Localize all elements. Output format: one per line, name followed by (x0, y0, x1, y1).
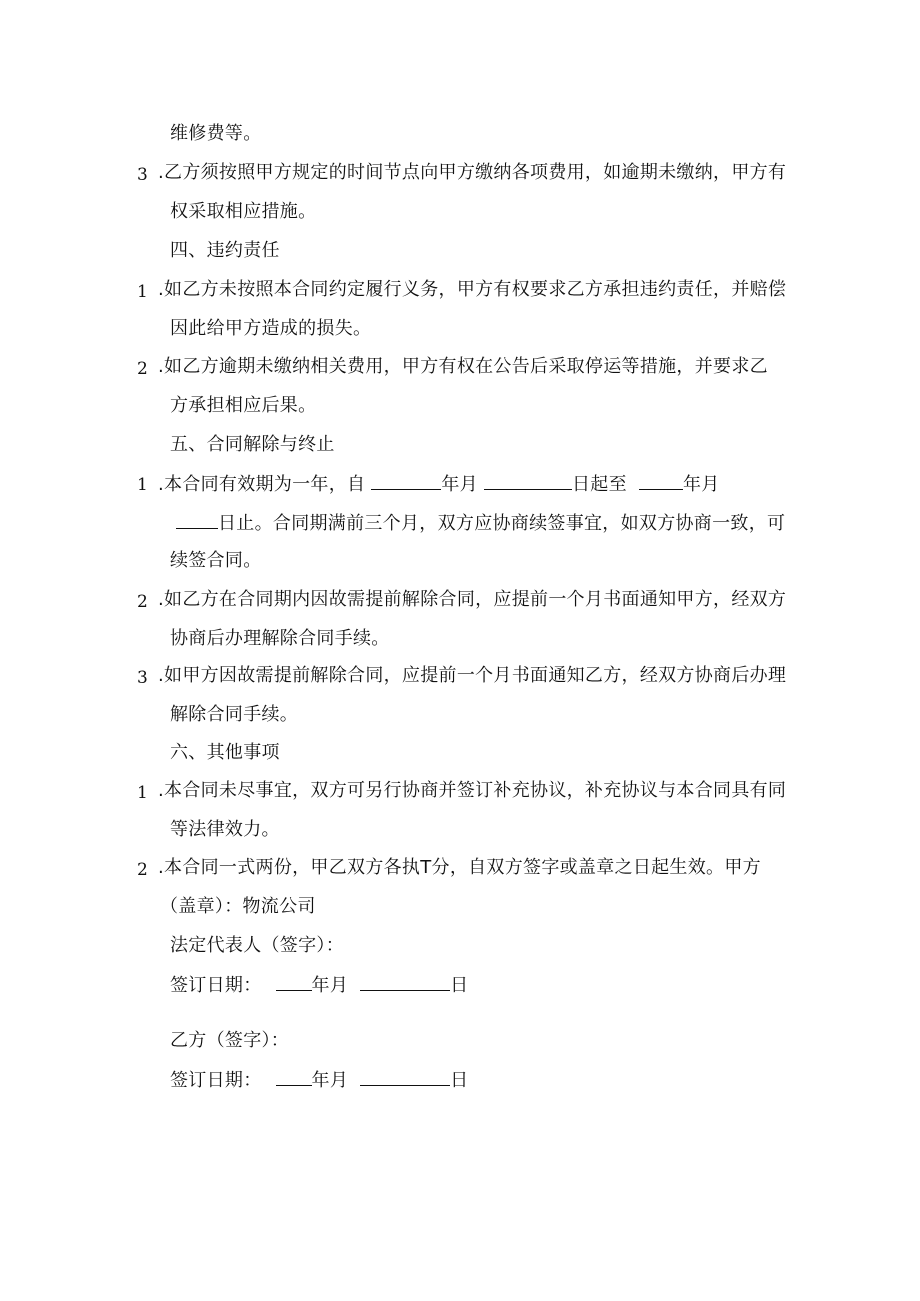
paragraph-line: .如乙方逾期未缴纳相关费用，甲方有权在公告后采取停运等措施，并要求乙 (158, 356, 768, 377)
paragraph-line: 方承担相应后果。 (170, 395, 317, 416)
section-heading: 六、其他事项 (170, 742, 280, 763)
section-heading: 四、违约责任 (170, 240, 280, 261)
item-number: 3 (137, 668, 148, 688)
date-label: 签订日期： (170, 1070, 262, 1091)
start-day-blank[interactable] (484, 472, 572, 490)
legal-rep-label: 法定代表人（签字）： (170, 935, 344, 956)
term-line (176, 511, 785, 535)
item-number: 1 (137, 475, 148, 495)
date-label: 签订日期： (170, 975, 262, 996)
paragraph-line: 协商后办理解除合同手续。 (170, 628, 390, 649)
paragraph-line: 等法律效力。 (170, 819, 280, 840)
paragraph-line: .乙方须按照甲方规定的时间节点向甲方缴纳各项费用，如逾期未缴纳，甲方有 (158, 162, 787, 183)
term-text: 年月 (441, 474, 478, 495)
date-text: 年月 (311, 975, 349, 996)
party-b-date-line (170, 1068, 468, 1092)
term-line (158, 472, 720, 496)
term-text: 日起至 (572, 474, 627, 495)
paragraph-line: （盖章）：物流公司 (160, 896, 316, 917)
paragraph-line: 维修费等。 (170, 123, 262, 144)
paragraph-line: .本合同一式两份，甲乙双方各执T分，自双方签字或盖章之日起生效。甲方 (158, 857, 761, 878)
paragraph-line: 权采取相应措施。 (170, 201, 317, 222)
paragraph-line: 续签合同。 (170, 550, 262, 571)
start-year-blank[interactable] (371, 472, 441, 490)
paragraph-line: .如乙方在合同期内因故需提前解除合同，应提前一个月书面通知甲方，经双方 (158, 589, 787, 610)
paragraph-line: .如甲方因故需提前解除合同，应提前一个月书面通知乙方，经双方协商后办理 (158, 665, 787, 686)
party-b-label: 乙方（签字）： (170, 1030, 290, 1051)
date-text: 年月 (311, 1070, 349, 1091)
section-heading: 五、合同解除与终止 (170, 434, 335, 455)
item-number: 2 (137, 592, 148, 612)
party-a-date-line (170, 973, 468, 997)
paragraph-line: .本合同未尽事宜，双方可另行协商并签订补充协议，补充协议与本合同具有同 (158, 780, 787, 801)
term-text: 日止。合同期满前三个月，双方应协商续签事宜，如双方协商一致，可 (218, 513, 786, 534)
party-b-year-blank[interactable] (276, 1068, 312, 1086)
end-year-blank[interactable] (639, 472, 683, 490)
date-text: 日 (450, 975, 469, 996)
item-number: 2 (137, 860, 148, 880)
item-number: 1 (137, 282, 148, 302)
party-a-day-blank[interactable] (360, 973, 450, 991)
paragraph-line: .如乙方未按照本合同约定履行义务，甲方有权要求乙方承担违约责任，并赔偿 (158, 279, 787, 300)
party-a-year-blank[interactable] (276, 973, 312, 991)
paragraph-line: 解除合同手续。 (170, 704, 299, 725)
item-number: 2 (137, 359, 148, 379)
party-b-day-blank[interactable] (360, 1068, 450, 1086)
paragraph-line: 因此给甲方造成的损失。 (170, 318, 372, 339)
date-text: 日 (450, 1070, 469, 1091)
term-text: .本合同有效期为一年，自 (158, 474, 366, 495)
item-number: 1 (137, 783, 148, 803)
item-number: 3 (137, 165, 148, 185)
end-day-blank[interactable] (176, 511, 218, 529)
term-text: 年月 (682, 474, 720, 495)
